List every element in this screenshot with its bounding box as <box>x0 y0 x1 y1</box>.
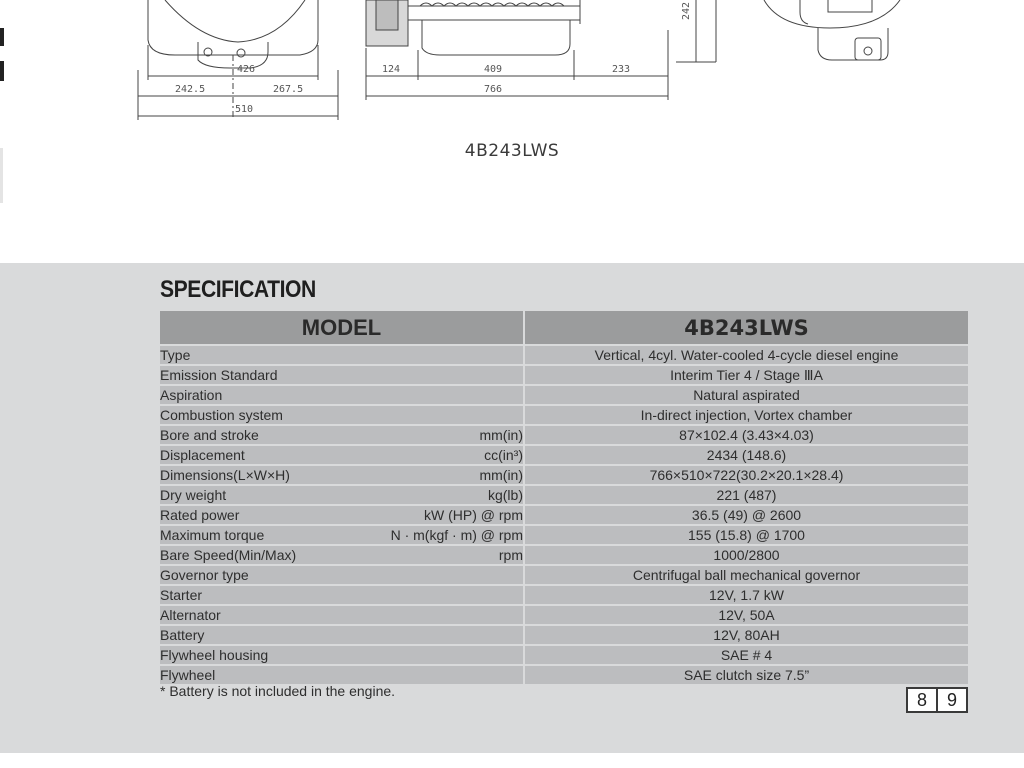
param-cell <box>159 345 524 365</box>
model-header-label: MODEL <box>159 310 524 345</box>
param-value: 12V, 80AH <box>524 625 969 645</box>
dim-510: 510 <box>235 104 254 115</box>
param-value: 36.5 (49) @ 2600 <box>524 505 969 525</box>
engine-line-drawing <box>0 0 1024 263</box>
table-row <box>159 465 969 485</box>
battery-note: * Battery is not included in the engine. <box>160 683 396 699</box>
table-row <box>159 365 969 385</box>
side-view <box>366 0 716 100</box>
table-row <box>159 645 969 665</box>
param-value: 87×102.4 (3.43×4.03) <box>524 425 969 445</box>
table-row <box>159 485 969 505</box>
dim-233: 233 <box>612 64 631 75</box>
param-value: Centrifugal ball mechanical governor <box>524 565 969 585</box>
param-cell <box>159 565 524 585</box>
param-label: Aspiration <box>160 387 223 403</box>
page-number-right: 9 <box>938 687 968 713</box>
param-label: Starter <box>160 587 203 603</box>
param-label: Combustion system <box>160 407 283 423</box>
table-row <box>159 525 969 545</box>
param-value: 221 (487) <box>524 485 969 505</box>
param-cell <box>159 445 524 465</box>
param-unit: mm(in) <box>479 427 523 443</box>
table-header-row <box>159 310 969 345</box>
param-cell <box>159 405 524 425</box>
drawing-caption: 4B243LWS <box>464 141 560 161</box>
param-cell <box>159 465 524 485</box>
param-label: Rated power <box>160 507 240 523</box>
dim-267-5: 267.5 <box>273 84 304 95</box>
param-label: Displacement <box>160 447 245 463</box>
param-label: Bare Speed(Min/Max) <box>160 547 297 563</box>
table-row <box>159 505 969 525</box>
param-label: Flywheel housing <box>160 647 269 663</box>
model-header-value: 4B243LWS <box>524 310 969 345</box>
param-value: Interim Tier 4 / Stage ⅢA <box>524 365 969 385</box>
table-row <box>159 385 969 405</box>
engine-drawing <box>0 0 1024 263</box>
table-row <box>159 345 969 365</box>
table-row <box>159 605 969 625</box>
param-value: 766×510×722(30.2×20.1×28.4) <box>524 465 969 485</box>
param-unit: rpm <box>498 547 523 563</box>
param-cell <box>159 585 524 605</box>
param-cell <box>159 545 524 565</box>
table-row <box>159 625 969 645</box>
table-row <box>159 585 969 605</box>
table-row <box>159 665 969 685</box>
param-value: 1000/2800 <box>524 545 969 565</box>
dim-409: 409 <box>484 64 503 75</box>
page-numbers <box>906 687 968 713</box>
param-label: Flywheel <box>160 667 216 683</box>
param-label: Bore and stroke <box>160 427 259 443</box>
page-number-left: 8 <box>906 687 938 713</box>
param-value: In-direct injection, Vortex chamber <box>524 405 969 425</box>
param-cell <box>159 645 524 665</box>
specification-table <box>158 309 970 686</box>
table-row <box>159 565 969 585</box>
param-cell <box>159 505 524 525</box>
specification-panel <box>0 263 1024 753</box>
param-label: Battery <box>160 627 205 643</box>
param-cell <box>159 665 524 685</box>
param-cell <box>159 365 524 385</box>
param-value: 155 (15.8) @ 1700 <box>524 525 969 545</box>
dim-124: 124 <box>382 64 401 75</box>
param-label: Emission Standard <box>160 367 278 383</box>
param-value: Natural aspirated <box>524 385 969 405</box>
table-row <box>159 445 969 465</box>
param-unit: mm(in) <box>479 467 523 483</box>
table-row <box>159 405 969 425</box>
rear-view <box>764 0 900 60</box>
param-label: Dimensions(L×W×H) <box>160 467 290 483</box>
table-row <box>159 425 969 445</box>
dim-242: 242 <box>681 1 692 20</box>
param-cell <box>159 485 524 505</box>
param-label: Type <box>160 347 191 363</box>
param-label: Maximum torque <box>160 527 265 543</box>
param-unit: N · m(kgf · m) @ rpm <box>390 527 523 543</box>
dim-426: 426 <box>237 64 256 75</box>
param-cell <box>159 385 524 405</box>
param-label: Alternator <box>160 607 221 623</box>
table-row <box>159 545 969 565</box>
param-label: Dry weight <box>160 487 227 503</box>
param-cell <box>159 605 524 625</box>
param-value: SAE # 4 <box>524 645 969 665</box>
param-unit: cc(in³) <box>484 447 523 463</box>
param-cell <box>159 525 524 545</box>
param-unit: kW (HP) @ rpm <box>424 507 523 523</box>
param-cell <box>159 625 524 645</box>
param-cell <box>159 425 524 445</box>
param-value: 12V, 50A <box>524 605 969 625</box>
param-value: 2434 (148.6) <box>524 445 969 465</box>
param-label: Governor type <box>160 567 249 583</box>
param-value: 12V, 1.7 kW <box>524 585 969 605</box>
front-view <box>138 0 338 120</box>
dim-242-5: 242.5 <box>175 84 206 95</box>
param-unit: kg(lb) <box>487 487 523 503</box>
specification-title: SPECIFICATION <box>160 276 316 303</box>
param-value: Vertical, 4cyl. Water-cooled 4-cycle diesel engine <box>524 345 969 365</box>
dim-766: 766 <box>484 84 503 95</box>
param-value: SAE clutch size 7.5” <box>524 665 969 685</box>
